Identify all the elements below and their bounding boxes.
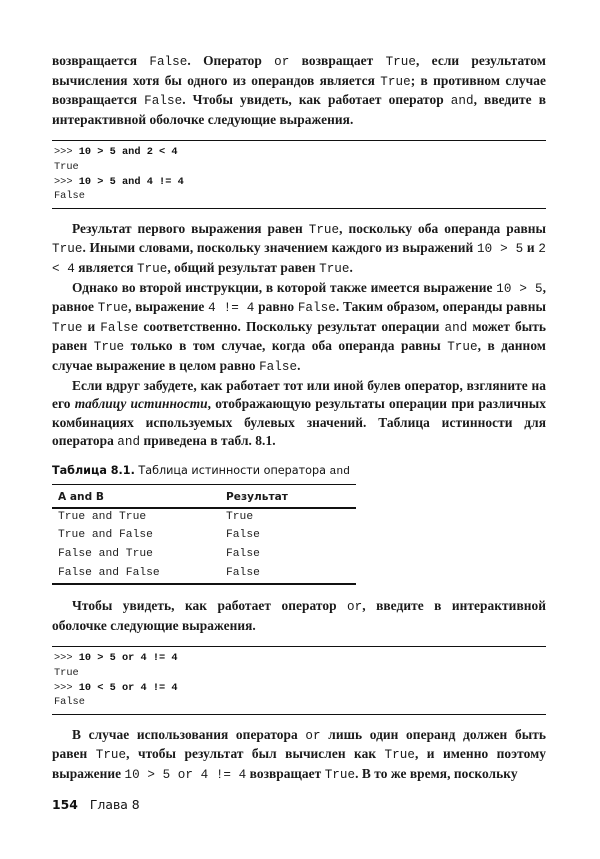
inline-code: True bbox=[380, 74, 411, 89]
table-cell: False bbox=[226, 548, 260, 561]
code-line-output: True bbox=[54, 160, 79, 173]
table-row bbox=[52, 565, 356, 585]
inline-code: True bbox=[93, 340, 125, 355]
inline-code: 10 > 5 or 4 != 4 bbox=[124, 768, 247, 782]
paragraph-2: Результат первого выражения равен True, поскольку оба операнда равны True. Иными словами, поскольку значением каждого из выражений 10 > 5 и 2 < 4 является True, общий результат равен True. bbox=[52, 220, 546, 276]
table-cell: True and True bbox=[58, 510, 147, 523]
table-cell: False bbox=[226, 566, 260, 579]
code-line-output: False bbox=[54, 190, 85, 203]
table-row bbox=[52, 527, 356, 546]
inline-code: 2 < 4 bbox=[52, 242, 546, 276]
page-number: 154 bbox=[52, 797, 78, 812]
inline-code: True bbox=[384, 748, 415, 763]
column-header: A and B bbox=[52, 484, 226, 508]
code-line-input: >>> 10 < 5 or 4 != 4 bbox=[54, 681, 178, 694]
code-line-input: >>> 10 > 5 and 4 != 4 bbox=[54, 175, 184, 188]
code-block-or bbox=[52, 646, 546, 714]
paragraph-1: возвращается False. Оператор or возвращает True, если результатом вычисления хотя бы одного из операндов является True; в противном случае возвращается False. Чтобы увидеть, как работает оператор and, введите в интерактивной оболочке следующие выражения. bbox=[52, 53, 547, 127]
inline-code: True bbox=[324, 768, 356, 782]
inline-code: and bbox=[117, 435, 141, 450]
inline-code: False bbox=[297, 301, 336, 316]
inline-code: and bbox=[450, 94, 474, 109]
book-page bbox=[52, 52, 546, 785]
inline-code: True bbox=[136, 261, 168, 276]
paragraph-6: В случае использования оператора or лишь один операнд должен быть равен True, чтобы результат был вычислен как True, и именно поэтому выражение 10 > 5 or 4 != 4 возвращает True. В то же время, поскольку bbox=[52, 726, 546, 782]
table-caption: Таблица 8.1. Таблица истинности оператора and bbox=[52, 463, 351, 478]
table-cell: False and False bbox=[58, 566, 160, 579]
inline-code: True bbox=[97, 301, 129, 316]
table-cell: False bbox=[226, 529, 260, 542]
code-line-output: False bbox=[54, 696, 85, 709]
inline-code: False bbox=[144, 94, 183, 109]
inline-code: False bbox=[149, 55, 188, 69]
page-footer bbox=[52, 797, 140, 812]
table-row bbox=[52, 508, 356, 528]
inline-code: True bbox=[385, 55, 416, 69]
table-cell: True bbox=[226, 510, 254, 523]
inline-code: True bbox=[52, 320, 83, 335]
code-line-input: >>> 10 > 5 and 2 < 4 bbox=[54, 146, 178, 159]
table-row bbox=[52, 546, 356, 565]
inline-code: and bbox=[444, 320, 468, 335]
inline-code: False bbox=[100, 320, 139, 335]
paragraph-5: Чтобы увидеть, как работает оператор or, введите в интерактивной оболочке следующие выражения. bbox=[52, 598, 546, 633]
inline-code: True bbox=[447, 340, 478, 355]
inline-code: 10 > 5 bbox=[496, 281, 543, 296]
inline-code: True bbox=[95, 748, 127, 763]
inline-code: False bbox=[259, 359, 298, 374]
paragraph-3: Однако во второй инструкции, в которой также имеется выражение 10 > 5, равное True, выражение 4 != 4 равно False. Таким образом, операнды равны True и False соответственно. Поскольку результат операции and может быть равен True только в том случае, когда оба операнда равны True, в данном случае выражение в целом равно False. bbox=[52, 279, 547, 374]
inline-code: or bbox=[305, 728, 321, 743]
table-cell: True and False bbox=[58, 529, 153, 542]
paragraph-4: Если вдруг забудете, как работает тот или иной булев оператор, взгляните на его таблицу истинности, отображающую результаты операции при различных комбинациях используемых булевых значений. Таблица истинности для оператора and приведена в табл. 8.1. bbox=[52, 377, 546, 450]
code-line-output: True bbox=[54, 667, 79, 680]
table-header-row bbox=[52, 484, 356, 508]
inline-code: True bbox=[319, 261, 350, 276]
chapter-label: Глава 8 bbox=[89, 797, 140, 812]
code-line-input: >>> 10 > 5 or 4 != 4 bbox=[54, 652, 178, 665]
inline-code: or bbox=[274, 55, 290, 69]
inline-code: True bbox=[308, 222, 340, 237]
table-cell: False and True bbox=[58, 548, 153, 561]
inline-code: or bbox=[347, 600, 363, 615]
code-block-and bbox=[52, 140, 546, 208]
inline-code: 10 > 5 bbox=[477, 242, 524, 257]
emphasized-term: таблицу истинности bbox=[74, 396, 208, 412]
inline-code: 4 != 4 bbox=[208, 301, 255, 316]
truth-table-and bbox=[52, 484, 356, 585]
inline-code: True bbox=[52, 242, 83, 257]
column-header: Результат bbox=[226, 484, 356, 508]
